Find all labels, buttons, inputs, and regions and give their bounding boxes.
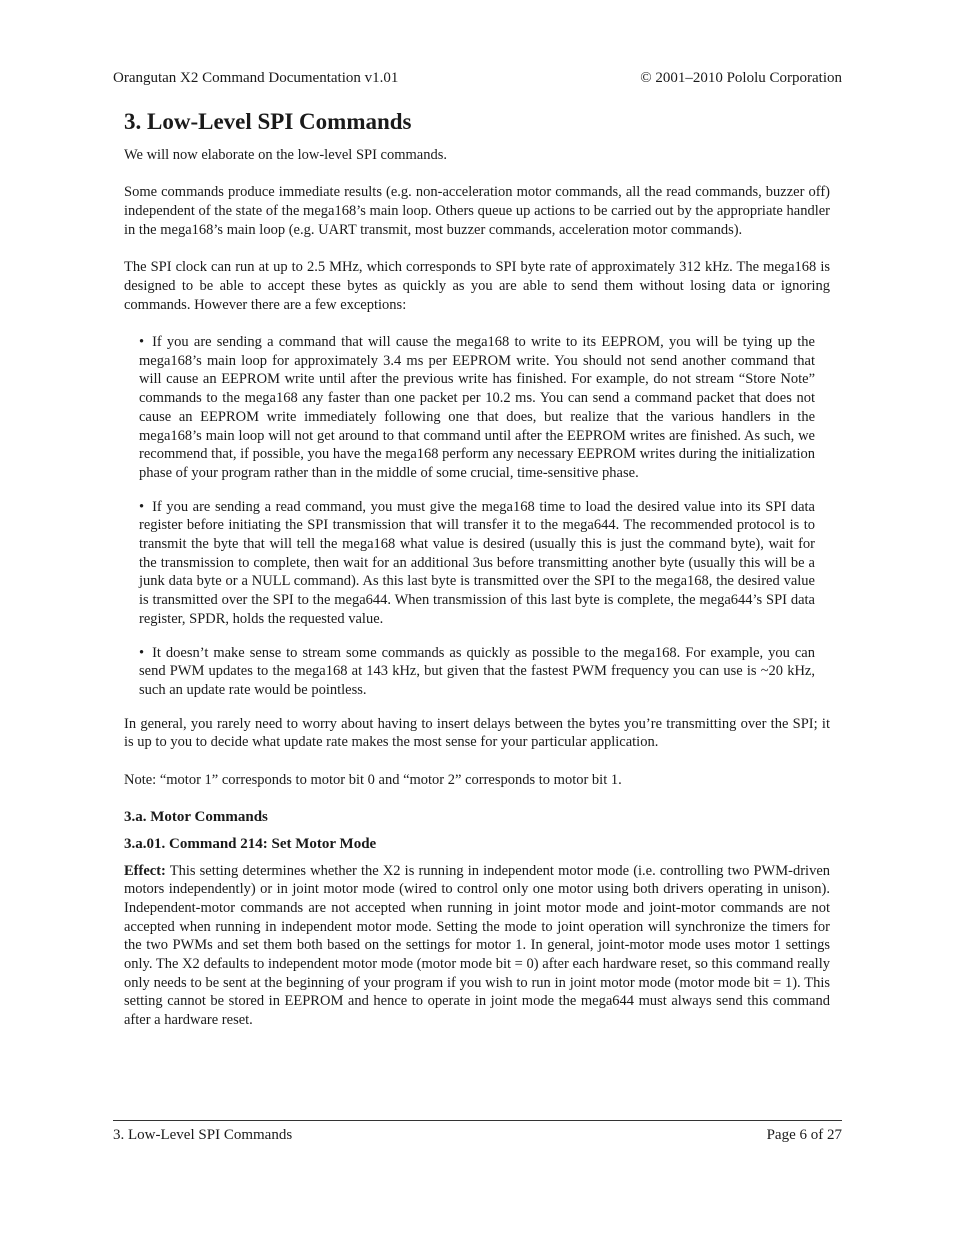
bullet-icon: • bbox=[139, 333, 145, 350]
paragraph-motor-note: Note: “motor 1” corresponds to motor bit 0 and “motor 2” corresponds to motor bit 1. bbox=[124, 771, 622, 788]
bullet-text: If you are sending a command that will cause the mega168 to write to its EEPROM, you will be tying up the mega168’s main loop for approximately 3.4 ms per EEPROM write. You should not send another command that will cause an EEPROM write until after the previous write has finished. For example, do not stream “Store Note” commands to the mega168 any faster than one packet per 10.2 ms. You can send a command packet that does not cause an EEPROM write immediately following one that does, but realize that the various handlers in the mega168’s main loop will not get around to that command until after the EEPROM writes are finished. As such, we recommend that, if possible, you have the mega168 perform any necessary EEPROM writes during the initialization phase of your program rather than in the middle of some crucial, time-sensitive phase. bbox=[139, 333, 815, 481]
paragraph-delays: In general, you rarely need to worry about having to insert delays between the bytes you’re transmitting over the SPI; it is up to you to decide what update rate makes the most sense for your particular application. bbox=[124, 715, 830, 751]
list-item bbox=[139, 498, 815, 629]
page-header bbox=[113, 70, 842, 87]
exceptions-list bbox=[124, 333, 830, 700]
section-title: 3. Low-Level SPI Commands bbox=[124, 109, 412, 134]
effect-label: Effect: bbox=[124, 862, 166, 879]
bullet-icon: • bbox=[139, 644, 145, 661]
command-effect bbox=[124, 862, 830, 1030]
list-item bbox=[139, 333, 815, 483]
effect-text: This setting determines whether the X2 is running in independent motor mode (i.e. controlling two PWM-driven motors independently) or in joint motor mode (wired to control only one motor using both drivers operating in unison). Independent-motor commands are not accepted when running in joint motor mode and joint-motor commands are not accepted when running in independent motor mode. Setting the mode to joint operation will synchronize the timers for the two PWMs and set them both based on the settings for motor 1. In general, joint-motor mode uses motor 1 settings only. The X2 defaults to independent motor mode (motor mode bit = 0) after each hardware reset, so this command really only needs to be sent at the beginning of your program if you wish to run in joint motor mode (motor mode bit = 1). This setting cannot be stored in EEPROM and hence to operate in joint mode the mega644 must always send this command after a hardware reset. bbox=[124, 862, 830, 1029]
paragraph-immediate-results: Some commands produce immediate results (e.g. non-acceleration motor commands, all the read commands, buzzer off) independent of the state of the mega168’s main loop. Others queue up actions to be carried out by the appropriate handler in the mega168’s main loop (e.g. UART transmit, most buzzer commands, acceleration motor commands). bbox=[124, 184, 830, 238]
command-title: 3.a.01. Command 214: Set Motor Mode bbox=[124, 835, 377, 852]
bullet-text: It doesn’t make sense to stream some commands as quickly as possible to the mega168. For example, you can send PWM updates to the mega168 at 143 kHz, but given that the fastest PWM frequency you can use is ~20 kHz, such an update rate would be pointless. bbox=[139, 644, 815, 698]
header-copyright: © 2001–2010 Pololu Corporation bbox=[640, 70, 842, 86]
section-intro: We will now elaborate on the low-level SPI commands. bbox=[124, 147, 447, 163]
footer-section-name: 3. Low-Level SPI Commands bbox=[113, 1127, 293, 1143]
page-footer bbox=[113, 1127, 842, 1144]
bullet-text: If you are sending a read command, you must give the mega168 time to load the desired value into its SPI data register before initiating the SPI transmission that will transfer it to the mega644. The recommended protocol is to transmit the byte that will tell the mega168 what value is desired (usually this is just the command byte), wait for the transmission to complete, then wait for an additional 3us before transmitting another byte (usually this will be a junk data byte or a NULL command). As this last byte is transmitted over the SPI to the mega168, the desired value is transmitted over the SPI to the mega644. When transmission of this last byte is complete, the mega644’s SPI data register, SPDR, holds the requested value. bbox=[139, 498, 815, 627]
footer-divider bbox=[113, 1120, 842, 1121]
paragraph-spi-clock: The SPI clock can run at up to 2.5 MHz, which corresponds to SPI byte rate of approximately 312 kHz. The mega168 is designed to be able to accept these bytes as quickly as you are able to send them without losing data or ignoring commands. However there are a few exceptions: bbox=[124, 259, 830, 313]
header-doc-title: Orangutan X2 Command Documentation v1.01 bbox=[113, 70, 399, 86]
page-content bbox=[124, 108, 830, 1049]
list-item bbox=[139, 644, 815, 700]
footer-page-number: Page 6 of 27 bbox=[766, 1127, 842, 1143]
bullet-icon: • bbox=[139, 498, 145, 515]
subsection-title: 3.a. Motor Commands bbox=[124, 809, 268, 826]
